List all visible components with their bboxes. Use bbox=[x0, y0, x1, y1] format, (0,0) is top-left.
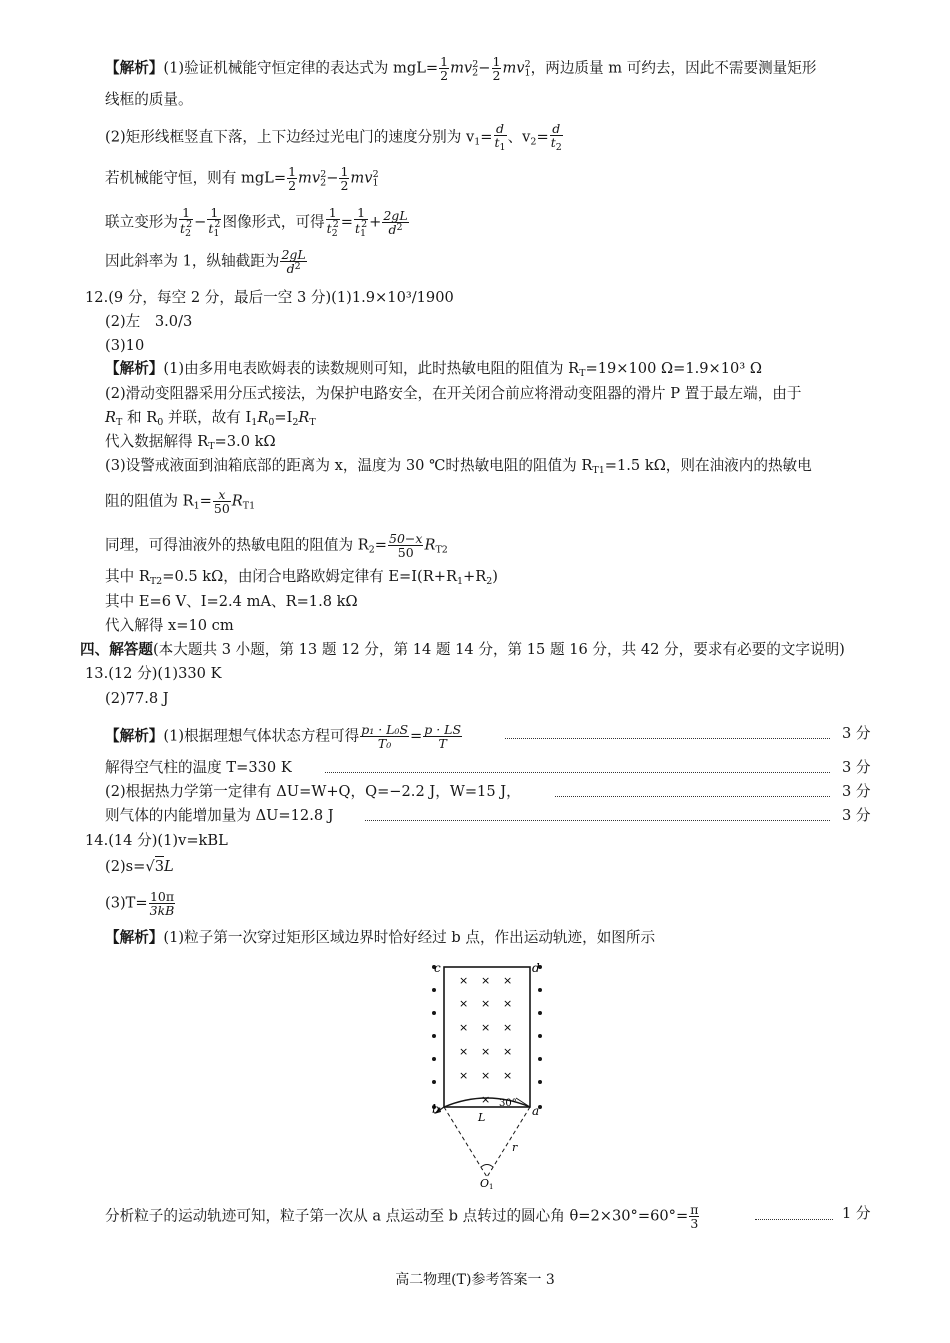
field-in-cross: × bbox=[459, 974, 469, 987]
q13-answer-2: (2)77.8 J bbox=[105, 690, 169, 707]
q14-answer-3: (3)T= $\frac{10\pi}{3kB}$ bbox=[105, 889, 175, 919]
field-out-dot bbox=[432, 1011, 436, 1015]
label-L: L bbox=[478, 1111, 486, 1124]
q12-explanation-4: 代入数据解得 $R_T=3.0$ kΩ bbox=[105, 433, 276, 452]
label-d: d bbox=[532, 961, 540, 975]
dot-leader bbox=[365, 820, 830, 821]
q14-answer-2: (2)s=√3L bbox=[105, 858, 174, 875]
field-in-cross: × bbox=[503, 1069, 513, 1082]
field-in-cross: × bbox=[503, 1045, 513, 1058]
explanation-line-2: 线框的质量。 bbox=[105, 91, 193, 108]
explanation-line-5: 联立变形为 $\frac{1}{t_2^2}$ − $\frac{1}{t_1^2}$ 图像形式，可得 $\frac{1}{t_2^2}$ = $\frac{1}{t_1^2}$ + $\frac{2gL}{d^2}$ bbox=[105, 205, 408, 240]
field-out-dot bbox=[538, 1080, 542, 1084]
label-b: b bbox=[432, 1102, 440, 1116]
field-in-cross: × bbox=[503, 974, 513, 987]
field-out-dot bbox=[538, 1011, 542, 1015]
field-in-cross: × bbox=[503, 1021, 513, 1034]
q12-answer-3: (3)10 bbox=[105, 337, 145, 354]
q12-explanation-6: 阻的阻值为 $R_1=$ $\frac{x}{50}$ $R_{T1}$ bbox=[105, 487, 256, 517]
q12-explanation-8: 其中 $R_{T2}=0.5$ kΩ，由闭合电路欧姆定律有 $E=I(R+R_1+R_2)$ bbox=[105, 568, 498, 587]
dot-leader bbox=[505, 738, 830, 739]
score-label: 1 分 bbox=[842, 1205, 871, 1222]
q12-explanation-7: 同理，可得油液外的热敏电阻的阻值为 $R_2=$ $\frac{50-x}{50}$ $R_{T2}$ bbox=[105, 531, 448, 561]
particle-trajectory-diagram bbox=[420, 955, 560, 1190]
q13-explanation-4: 则气体的内能增加量为 ΔU=12.8 J bbox=[105, 807, 334, 824]
q12-heading: 12.(9 分，每空 2 分，最后一空 3 分)(1)1.9×10³/1900 bbox=[85, 289, 454, 306]
page-footer: 高二物理(T)参考答案一 3 bbox=[395, 1272, 555, 1288]
explanation-line-1: 【解析】(1)验证机械能守恒定律的表达式为 mgL= $\frac{1}{2}$ $mv_2^2-$ $\frac{1}{2}$ $mv_1^2$，两边质量 m 可约去，因此不需要测量矩形 bbox=[105, 54, 817, 84]
q13-explanation-2: 解得空气柱的温度 T=330 K bbox=[105, 759, 292, 776]
field-out-dot bbox=[538, 1057, 542, 1061]
q12-explanation-1: 【解析】(1)由多用电表欧姆表的读数规则可知，此时热敏电阻的阻值为 $R_T=19\times 100$ Ω=1.9×10³ Ω bbox=[105, 360, 762, 379]
field-rectangle bbox=[444, 967, 530, 1107]
label-a: a bbox=[532, 1104, 540, 1118]
explanation-line-6: 因此斜率为 1，纵轴截距为 $\frac{2gL}{d^2}$ bbox=[105, 247, 306, 277]
radius-a bbox=[487, 1107, 530, 1177]
field-in-cross: × bbox=[481, 997, 491, 1010]
field-in-cross: × bbox=[459, 1069, 469, 1082]
field-out-dot bbox=[432, 1034, 436, 1038]
field-out-dot bbox=[538, 1034, 542, 1038]
label-c: c bbox=[434, 961, 441, 975]
score-label: 3 分 bbox=[842, 783, 871, 800]
q12-explanation-9: 其中 E=6 V、I=2.4 mA、R=1.8 kΩ bbox=[105, 593, 358, 610]
label-angle: 30° bbox=[499, 1098, 517, 1109]
q13-explanation-3: (2)根据热力学第一定律有 ΔU=W+Q，Q=−2.2 J，W=15 J， bbox=[105, 783, 521, 800]
dot-leader bbox=[555, 796, 830, 797]
explanation-line-4: 若机械能守恒，则有 mgL= $\frac{1}{2}$ $mv_2^2-$ $\frac{1}{2}$ $mv_1^2$ bbox=[105, 164, 379, 194]
score-label: 3 分 bbox=[842, 725, 871, 742]
field-out-dot bbox=[432, 1057, 436, 1061]
field-out-dot bbox=[432, 988, 436, 992]
q12-explanation-3: $R_T$ 和 $R_0$ 并联，故有 $I_1R_0=I_2R_T$ bbox=[105, 409, 316, 428]
field-in-cross: × bbox=[503, 997, 513, 1010]
q12-explanation-2: (2)滑动变阻器采用分压式接法，为保护电路安全，在开关闭合前应将滑动变阻器的滑片 P 置于最左端，由于 bbox=[105, 385, 802, 402]
jiexi-tag: 【解析】 bbox=[105, 59, 164, 77]
field-in-cross: × bbox=[481, 1021, 491, 1034]
q14-explanation-1: 【解析】(1)粒子第一次穿过矩形区域边界时恰好经过 b 点，作出运动轨迹，如图所示 bbox=[105, 929, 656, 946]
field-in-cross: × bbox=[481, 1069, 491, 1082]
field-in-cross: × bbox=[459, 997, 469, 1010]
score-label: 3 分 bbox=[842, 759, 871, 776]
label-O: O bbox=[480, 1177, 490, 1190]
label-O-sub: 1 bbox=[489, 1183, 494, 1190]
q14-explanation-last: 分析粒子的运动轨迹可知，粒子第一次从 a 点运动至 b 点转过的圆心角 θ=2×30°=60°= $\frac{\pi}{3}$ bbox=[105, 1202, 699, 1232]
q12-explanation-10: 代入解得 x=10 cm bbox=[105, 617, 234, 634]
q13-explanation-1: 【解析】(1)根据理想气体状态方程可得 $\frac{\text{p₁ · L₀S}}{\text{T₀}}$ = $\frac{p \cdot LS}{T}$ bbox=[105, 722, 462, 752]
field-out-dot bbox=[432, 1080, 436, 1084]
dot-leader bbox=[755, 1219, 833, 1220]
field-in-cross: × bbox=[481, 1045, 491, 1058]
section-4-heading: 四、解答题(本大题共 3 小题，第 13 题 12 分，第 14 题 14 分，第 15 题 16 分，共 42 分，要求有必要的文字说明) bbox=[80, 641, 845, 658]
label-r: r bbox=[512, 1141, 518, 1154]
explanation-line-3: (2)矩形线框竖直下落，上下边经过光电门的速度分别为 $v_1=$ $\frac{d}{t_1}$ 、$v_2=$ $\frac{d}{t_2}$ bbox=[105, 121, 562, 154]
q13-heading: 13.(12 分)(1)330 K bbox=[85, 665, 222, 682]
field-in-cross: × bbox=[481, 1093, 491, 1106]
q14-heading: 14.(14 分)(1)v=kBL bbox=[85, 832, 228, 849]
q12-explanation-5: (3)设警戒液面到油箱底部的距离为 x，温度为 30 ℃时热敏电阻的阻值为 $R_{T1}=1.5$ kΩ，则在油液内的热敏电 bbox=[105, 457, 812, 476]
q12-answer-2: (2)左 3.0/3 bbox=[105, 313, 193, 330]
score-label: 3 分 bbox=[842, 807, 871, 824]
field-in-cross: × bbox=[459, 1021, 469, 1034]
field-in-cross: × bbox=[481, 974, 491, 987]
dot-leader bbox=[325, 772, 830, 773]
center-angle-arc bbox=[481, 1165, 493, 1168]
field-out-dot bbox=[538, 988, 542, 992]
field-in-cross: × bbox=[459, 1045, 469, 1058]
